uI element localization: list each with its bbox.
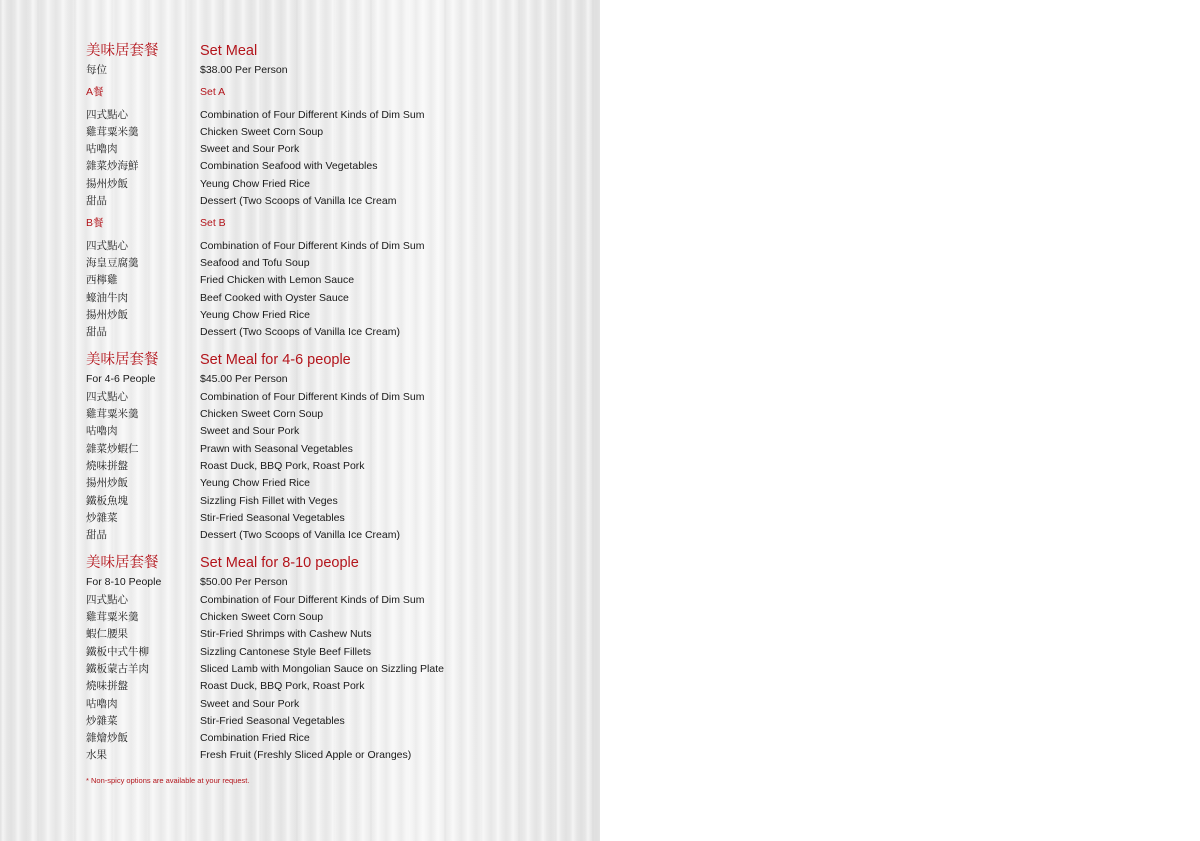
menu-item-row — [86, 107, 556, 124]
set-b-items — [86, 238, 556, 342]
menu-item-zh: 揚州炒飯 — [86, 477, 128, 490]
section3-items — [86, 592, 556, 765]
section3-price-row — [86, 574, 556, 591]
menu-item-row — [86, 626, 556, 643]
menu-item-en: Sliced Lamb with Mongolian Sauce on Sizzling Plate — [200, 662, 444, 675]
menu-item-zh: 西檸雞 — [86, 274, 118, 287]
section1-price-zh: 每位 — [86, 64, 107, 76]
menu-item-en: Sweet and Sour Pork — [200, 697, 300, 710]
menu-item-zh: 四式點心 — [86, 239, 128, 252]
menu-item-zh: 四式點心 — [86, 593, 128, 606]
menu-item-en: Combination Seafood with Vegetables — [200, 160, 378, 173]
footnote: * Non-spicy options are available at your request. — [86, 775, 250, 785]
section2-title-en: Set Meal for 4-6 people — [200, 352, 351, 369]
menu-item-en: Sweet and Sour Pork — [200, 143, 300, 156]
menu-item-en: Dessert (Two Scoops of Vanilla Ice Cream — [200, 195, 397, 208]
set-a-items — [86, 107, 556, 211]
menu-item-row — [86, 441, 556, 458]
menu-item-en: Yeung Chow Fried Rice — [200, 177, 310, 190]
section1-title-en: Set Meal — [200, 43, 258, 59]
section3-price-zh: For 8-10 People — [86, 576, 162, 589]
menu-item-en: Chicken Sweet Corn Soup — [200, 611, 324, 624]
menu-item-zh: 甜品 — [86, 326, 107, 339]
menu-item-en: Chicken Sweet Corn Soup — [200, 125, 324, 138]
menu-item-zh: 咕嚕肉 — [86, 697, 118, 710]
menu-item-row — [86, 324, 556, 341]
menu-item-row — [86, 158, 556, 175]
set-meal-menu — [86, 40, 556, 787]
menu-item-en: Fried Chicken with Lemon Sauce — [200, 274, 355, 287]
menu-item-zh: 鐵板蒙古羊肉 — [86, 662, 149, 675]
menu-item-row — [86, 678, 556, 695]
menu-item-zh: 鐵板中式牛柳 — [86, 645, 149, 658]
menu-item-en: Roast Duck, BBQ Pork, Roast Pork — [200, 680, 365, 693]
section1-price-en: $38.00 Per Person — [200, 64, 288, 76]
section1-heading — [86, 40, 556, 62]
menu-item-zh: 炒雜菜 — [86, 714, 118, 727]
menu-item-zh: 咕嚕肉 — [86, 425, 118, 438]
menu-item-en: Beef Cooked with Oyster Sauce — [200, 291, 349, 304]
menu-item-zh: 甜品 — [86, 195, 107, 208]
menu-item-en: Stir-Fried Shrimps with Cashew Nuts — [200, 628, 372, 641]
set-b-label-zh: B餐 — [86, 217, 104, 230]
menu-item-zh: 揚州炒飯 — [86, 308, 128, 321]
menu-item-en: Combination of Four Different Kinds of Dim Sum — [200, 108, 425, 121]
menu-item-zh: 炒雜菜 — [86, 511, 118, 524]
menu-item-row — [86, 609, 556, 626]
menu-item-row — [86, 747, 556, 764]
menu-item-zh: 雜燴炒飯 — [86, 732, 128, 745]
menu-item-row — [86, 290, 556, 307]
set-a-heading — [86, 84, 556, 101]
set-b-heading — [86, 215, 556, 232]
menu-item-zh: 海皇豆腐羹 — [86, 256, 139, 269]
menu-item-en: Stir-Fried Seasonal Vegetables — [200, 511, 345, 524]
menu-item-en: Dessert (Two Scoops of Vanilla Ice Cream) — [200, 326, 400, 339]
menu-item-row — [86, 713, 556, 730]
menu-item-row — [86, 696, 556, 713]
menu-item-en: Combination of Four Different Kinds of Dim Sum — [200, 239, 425, 252]
menu-item-row — [86, 661, 556, 678]
section2-price-zh: For 4-6 People — [86, 373, 156, 386]
menu-item-row — [86, 193, 556, 210]
menu-item-row — [86, 406, 556, 423]
menu-item-zh: 四式點心 — [86, 390, 128, 403]
menu-item-en: Seafood and Tofu Soup — [200, 256, 310, 269]
set-a-label-en: Set A — [200, 86, 226, 99]
menu-item-zh: 雞茸粟米羹 — [86, 408, 139, 421]
menu-item-row — [86, 307, 556, 324]
section1-price-row — [86, 62, 556, 79]
menu-item-zh: 燒味拼盤 — [86, 680, 128, 693]
menu-item-row — [86, 644, 556, 661]
menu-item-en: Sizzling Cantonese Style Beef Fillets — [200, 645, 371, 658]
section2-title-zh: 美味居套餐 — [86, 352, 159, 369]
menu-item-en: Yeung Chow Fried Rice — [200, 477, 310, 490]
menu-item-zh: 水果 — [86, 749, 107, 762]
menu-item-row — [86, 493, 556, 510]
menu-item-zh: 甜品 — [86, 529, 107, 542]
menu-item-zh: 鐵板魚塊 — [86, 494, 128, 507]
section2-price-row — [86, 371, 556, 388]
menu-item-row — [86, 510, 556, 527]
menu-item-row — [86, 475, 556, 492]
menu-item-row — [86, 255, 556, 272]
menu-item-en: Dessert (Two Scoops of Vanilla Ice Cream) — [200, 529, 400, 542]
menu-item-en: Prawn with Seasonal Vegetables — [200, 442, 353, 455]
section1-title-zh: 美味居套餐 — [86, 43, 159, 59]
menu-item-row — [86, 272, 556, 289]
menu-item-row — [86, 458, 556, 475]
menu-item-row — [86, 389, 556, 406]
menu-item-row — [86, 141, 556, 158]
menu-item-zh: 四式點心 — [86, 108, 128, 121]
menu-item-row — [86, 423, 556, 440]
section2-heading — [86, 349, 556, 371]
menu-item-en: Chicken Sweet Corn Soup — [200, 408, 324, 421]
menu-item-zh: 蠔油牛肉 — [86, 291, 128, 304]
menu-item-en: Combination of Four Different Kinds of Dim Sum — [200, 593, 425, 606]
menu-item-row — [86, 124, 556, 141]
set-a-label-zh: A餐 — [86, 86, 104, 99]
menu-item-row — [86, 592, 556, 609]
menu-item-zh: 咕嚕肉 — [86, 143, 118, 156]
menu-item-en: Combination of Four Different Kinds of Dim Sum — [200, 390, 425, 403]
section2-items — [86, 389, 556, 545]
menu-item-en: Roast Duck, BBQ Pork, Roast Pork — [200, 459, 365, 472]
section3-title-zh: 美味居套餐 — [86, 555, 159, 572]
menu-item-zh: 雞茸粟米羹 — [86, 611, 139, 624]
section3-heading — [86, 552, 556, 574]
menu-item-en: Fresh Fruit (Freshly Sliced Apple or Oranges) — [200, 749, 412, 762]
section3-price-en: $50.00 Per Person — [200, 576, 288, 589]
menu-item-zh: 蝦仁腰果 — [86, 628, 128, 641]
menu-item-row — [86, 176, 556, 193]
menu-item-en: Sweet and Sour Pork — [200, 425, 300, 438]
menu-item-row — [86, 238, 556, 255]
set-b-label-en: Set B — [200, 217, 226, 230]
section3-title-en: Set Meal for 8-10 people — [200, 555, 359, 572]
menu-item-row — [86, 527, 556, 544]
menu-item-zh: 雞茸粟米羹 — [86, 125, 139, 138]
menu-item-zh: 揚州炒飯 — [86, 177, 128, 190]
menu-item-en: Yeung Chow Fried Rice — [200, 308, 310, 321]
menu-item-en: Stir-Fried Seasonal Vegetables — [200, 714, 345, 727]
menu-item-zh: 雜菜炒蝦仁 — [86, 442, 139, 455]
menu-item-en: Sizzling Fish Fillet with Veges — [200, 494, 338, 507]
menu-item-zh: 雜菜炒海鮮 — [86, 160, 139, 173]
menu-item-en: Combination Fried Rice — [200, 732, 310, 745]
menu-item-zh: 燒味拼盤 — [86, 459, 128, 472]
menu-item-row — [86, 730, 556, 747]
section2-price-en: $45.00 Per Person — [200, 373, 288, 386]
